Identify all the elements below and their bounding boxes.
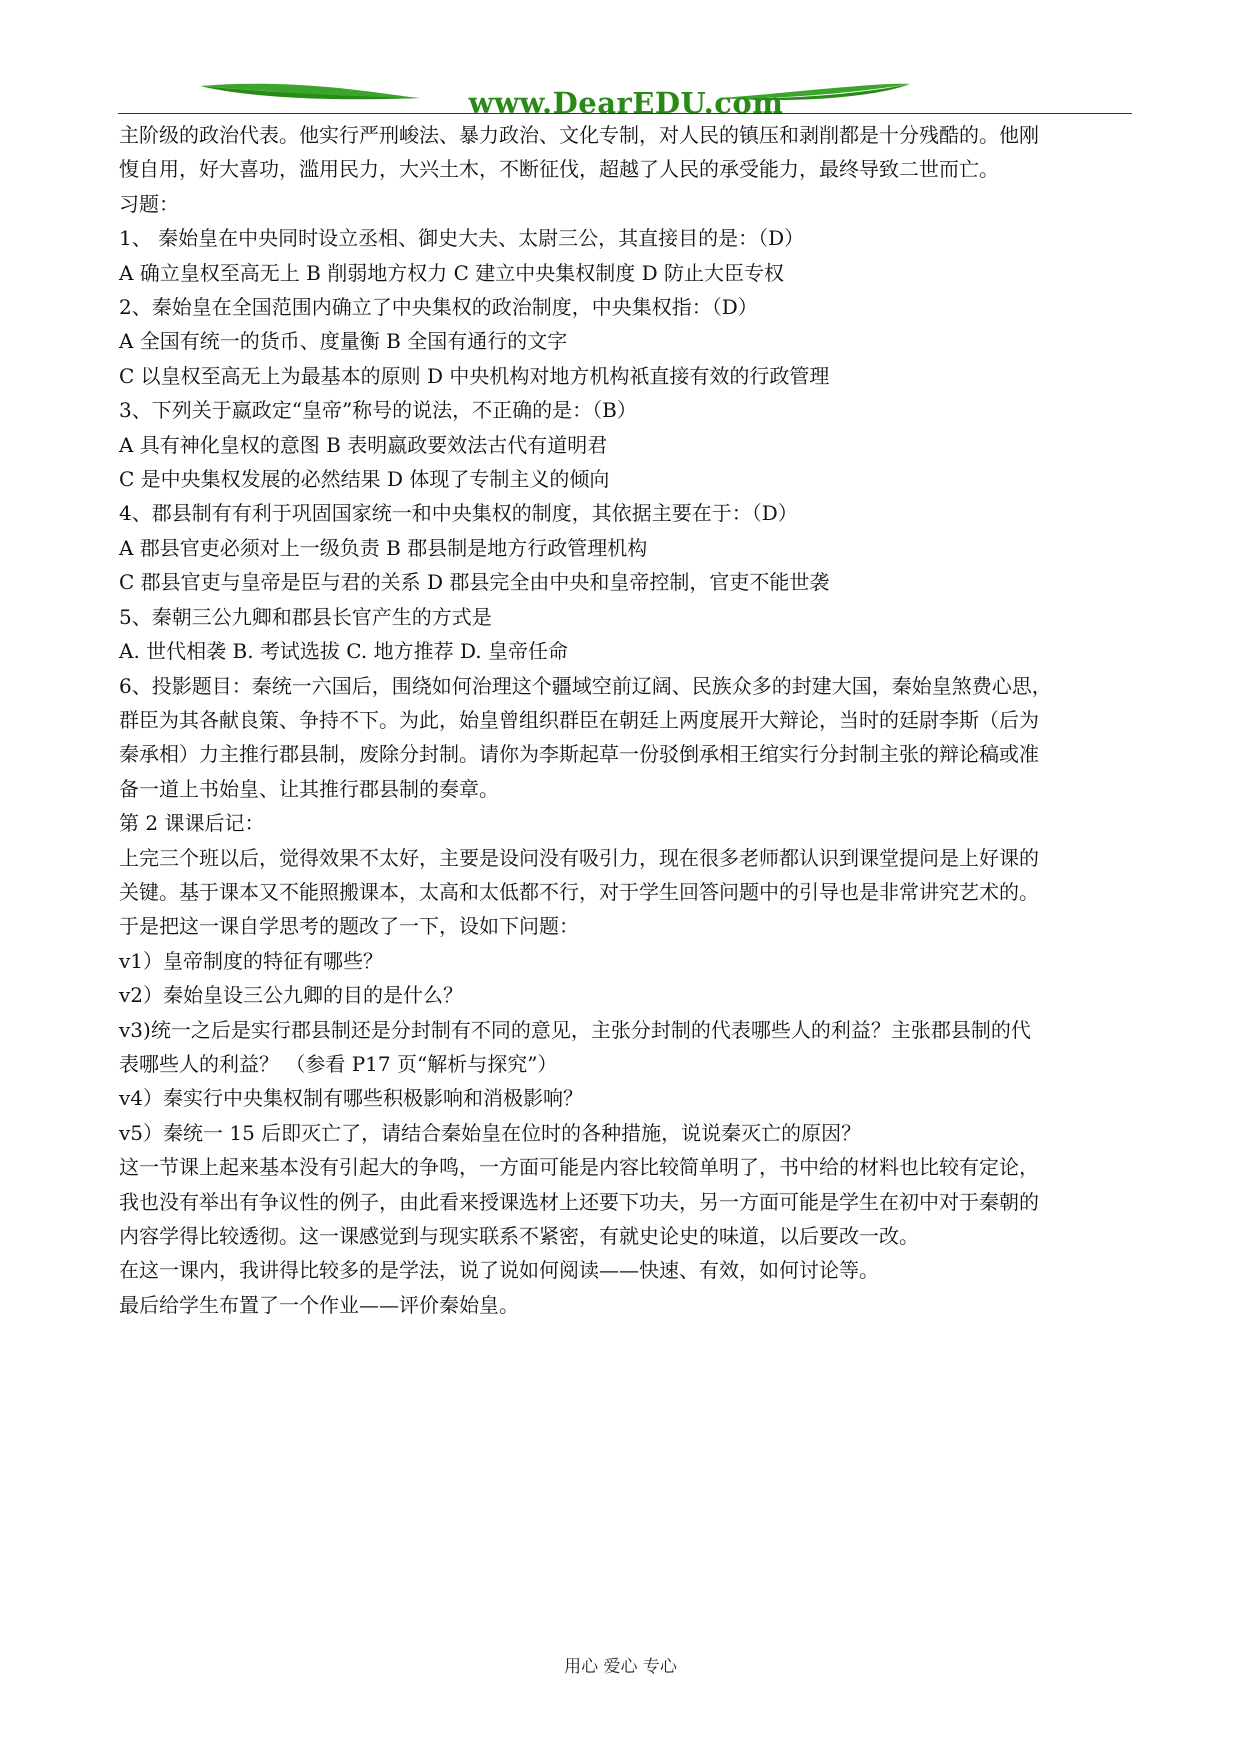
site-name: www.DearEDU.com <box>468 86 784 120</box>
text-line: C 以皇权至高无上为最基本的原则 D 中央机构对地方机构祇直接有效的行政管理 <box>119 363 830 388</box>
text-line: 在这一课内，我讲得比较多的是学法，说了说如何阅读——快速、有效，如何讨论等。 <box>119 1258 879 1283</box>
text-line: 6、投影题目：秦统一六国后，围绕如何治理这个疆域空前辽阔、民族众多的封建大国，秦始皇煞费心思， <box>119 673 1052 698</box>
text-line: C 郡县官吏与皇帝是臣与君的关系 D 郡县完全由中央和皇帝控制，官吏不能世袭 <box>119 570 830 595</box>
text-line: A. 世代相袭 B. 考试选拔 C. 地方推荐 D. 皇帝任命 <box>119 639 568 664</box>
text-line: 这一节课上起来基本没有引起大的争鸣，一方面可能是内容比较简单明了，书中给的材料也比较有定论， <box>119 1155 1039 1180</box>
text-line: A 全国有统一的货币、度量衡 B 全国有通行的文字 <box>119 329 568 354</box>
text-line: 于是把这一课自学思考的题改了一下，设如下问题： <box>119 914 579 939</box>
text-line: v4）秦实行中央集权制有哪些积极影响和消极影响？ <box>119 1086 584 1111</box>
text-line: 内容学得比较透彻。这一课感觉到与现实联系不紧密，有就史论史的味道，以后要改一改。 <box>119 1224 919 1248</box>
header-rule <box>118 113 1132 114</box>
text-line: A 具有神化皇权的意图 B 表明嬴政要效法古代有道明君 <box>119 432 608 457</box>
text-line: 2、秦始皇在全国范围内确立了中央集权的政治制度，中央集权指：（D） <box>119 295 758 320</box>
text-line: v1）皇帝制度的特征有哪些？ <box>119 948 384 973</box>
text-line: A 郡县官吏必须对上一级负责 B 郡县制是地方行政管理机构 <box>119 535 648 560</box>
text-line: 5、秦朝三公九卿和郡县长官产生的方式是 <box>119 604 492 629</box>
text-line: 3、下列关于嬴政定“皇帝”称号的说法，不正确的是：（B） <box>119 398 637 423</box>
text-line: A 确立皇权至高无上 B 削弱地方权力 C 建立中央集权制度 D 防止大臣专权 <box>119 260 784 285</box>
document-body <box>119 118 1129 1322</box>
text-line: 表哪些人的利益？ （参看 P17 页“解析与探究”） <box>119 1051 558 1076</box>
text-line: C 是中央集权发展的必然结果 D 体现了专制主义的倾向 <box>119 467 610 492</box>
text-line: v2）秦始皇设三公九卿的目的是什么？ <box>119 983 464 1008</box>
text-line: 第 2 课课后记： <box>119 811 265 836</box>
text-line: 上完三个班以后，觉得效果不太好，主要是设问没有吸引力，现在很多老师都认识到课堂提问是上好课的 <box>119 845 1039 870</box>
text-line: 关键。基于课本又不能照搬课本，太高和太低都不行，对于学生回答问题中的引导也是非常讲究艺术的。 <box>119 879 1039 904</box>
text-line: 我也没有举出有争议性的例子，由此看来授课选材上还要下功夫，另一方面可能是学生在初中对于秦朝的 <box>119 1189 1039 1214</box>
text-line: 群臣为其各献良策、争持不下。为此，始皇曾组织群臣在朝廷上两度展开大辩论，当时的廷尉李斯（后为 <box>119 707 1039 732</box>
text-line: 愎自用，好大喜功，滥用民力，大兴土木，不断征伐，超越了人民的承受能力，最终导致二世而亡。 <box>119 157 999 182</box>
text-line: 4、郡县制有有利于巩固国家统一和中央集权的制度，其依据主要在于：（D） <box>119 501 798 526</box>
page-footer: 用心 爱心 专心 <box>564 1657 677 1677</box>
text-line: v5）秦统一 15 后即灭亡了，请结合秦始皇在位时的各种措施，说说秦灭亡的原因？ <box>119 1120 862 1145</box>
text-line: 最后给学生布置了一个作业——评价秦始皇。 <box>119 1292 519 1317</box>
text-line: 习题： <box>119 191 179 216</box>
page-header <box>120 80 1132 120</box>
text-line: v3)统一之后是实行郡县制还是分封制有不同的意见，主张分封制的代表哪些人的利益？主张郡县制的代 <box>119 1017 1031 1042</box>
text-line: 备一道上书始皇、让其推行郡县制的奏章。 <box>119 776 499 801</box>
text-line: 主阶级的政治代表。他实行严刑峻法、暴力政治、文化专制，对人民的镇压和剥削都是十分残酷的。他刚 <box>119 123 1039 147</box>
text-line: 秦承相）力主推行郡县制，废除分封制。请你为李斯起草一份驳倒承相王绾实行分封制主张的辩论稿或准 <box>119 742 1039 767</box>
text-line: 1、 秦始皇在中央同时设立丞相、御史大夫、太尉三公，其直接目的是：（D） <box>119 226 805 251</box>
